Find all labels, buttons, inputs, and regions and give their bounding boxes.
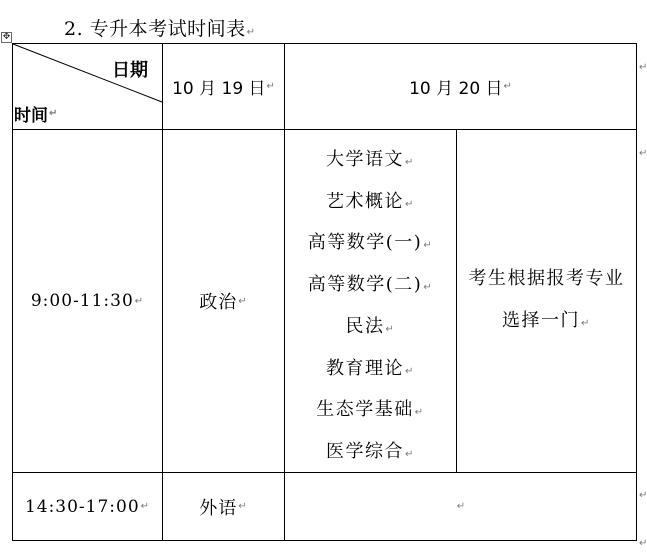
paragraph-mark: ↵ (405, 448, 415, 460)
paragraph-mark: ↵ (581, 317, 591, 329)
subject-text: 高等数学(一) (307, 232, 423, 254)
list-item (308, 271, 433, 299)
row1-day2-note (457, 130, 636, 472)
row-end-mark: ↵ (639, 148, 647, 159)
list-item (326, 438, 415, 466)
day1-text: 10 月 19 日 (172, 79, 266, 99)
note-line-1: 考生根据报考专业 (468, 267, 625, 289)
list-item (326, 188, 415, 216)
date-axis-label: 日期 (112, 60, 148, 81)
subject-text: 民法 (345, 315, 385, 337)
paragraph-mark: ↵ (405, 157, 415, 168)
paragraph-mark: ↵ (385, 323, 396, 335)
paragraph-mark: ↵ (503, 81, 512, 92)
table-border-bottom (12, 540, 637, 541)
row-end-mark: ↵ (639, 538, 647, 549)
subject-text: 教育理论 (326, 357, 405, 379)
paragraph-mark: ↵ (423, 282, 434, 294)
paragraph-mark: ↵ (423, 240, 434, 252)
day2-text: 10 月 20 日 (409, 79, 503, 99)
note-line-2-text: 选择一门 (502, 309, 581, 331)
paragraph-mark: ↵ (456, 501, 466, 512)
paragraph-mark: ↵ (266, 81, 275, 92)
list-item (316, 396, 424, 424)
list-item (326, 146, 415, 174)
time-axis-text: 时间 (14, 105, 48, 126)
paragraph-mark: ↵ (238, 295, 248, 307)
paragraph-mark: ↵ (414, 407, 425, 419)
header-day1 (163, 44, 284, 129)
row-end-mark: ↵ (639, 62, 647, 73)
row-end-mark: ↵ (639, 490, 647, 501)
time-axis-label (14, 100, 57, 126)
header-day2 (285, 44, 636, 129)
paragraph-mark: ↵ (140, 501, 151, 512)
page-title (64, 14, 256, 41)
list-item (346, 313, 396, 341)
subject-text: 高等数学(二) (307, 274, 423, 296)
row2-time (13, 473, 162, 540)
subject-text: 医学综合 (326, 440, 405, 462)
subject-text: 大学语文 (326, 149, 405, 170)
title-text: 2. 专升本考试时间表 (64, 18, 246, 40)
row2-time-text: 14:30-17:00 (24, 496, 140, 517)
subject-text: 生态学基础 (316, 399, 414, 421)
row2-day2-subject (285, 473, 636, 540)
row2-day1-subject (163, 473, 284, 540)
subject-text: 艺术概论 (326, 190, 405, 212)
row1-time (13, 130, 162, 472)
row1-time-text: 9:00-11:30 (30, 291, 134, 311)
list-item (308, 229, 433, 257)
row1-day1-subject (163, 130, 284, 472)
row1-day2-subject-list (285, 130, 456, 472)
table-border-right (636, 43, 637, 541)
paragraph-mark: ↵ (405, 198, 415, 210)
paragraph-mark: ↵ (134, 295, 145, 307)
note-line-2 (502, 300, 591, 345)
paragraph-mark: ↵ (238, 501, 248, 512)
paragraph-mark: ↵ (405, 365, 415, 377)
paragraph-mark: ↵ (49, 107, 58, 119)
table-move-handle-icon[interactable]: ✥ (2, 32, 11, 42)
list-item (326, 355, 415, 383)
row2-day1-subject-text: 外语 (199, 497, 238, 519)
row1-day1-subject-text: 政治 (199, 292, 238, 313)
paragraph-mark: ↵ (246, 27, 256, 38)
